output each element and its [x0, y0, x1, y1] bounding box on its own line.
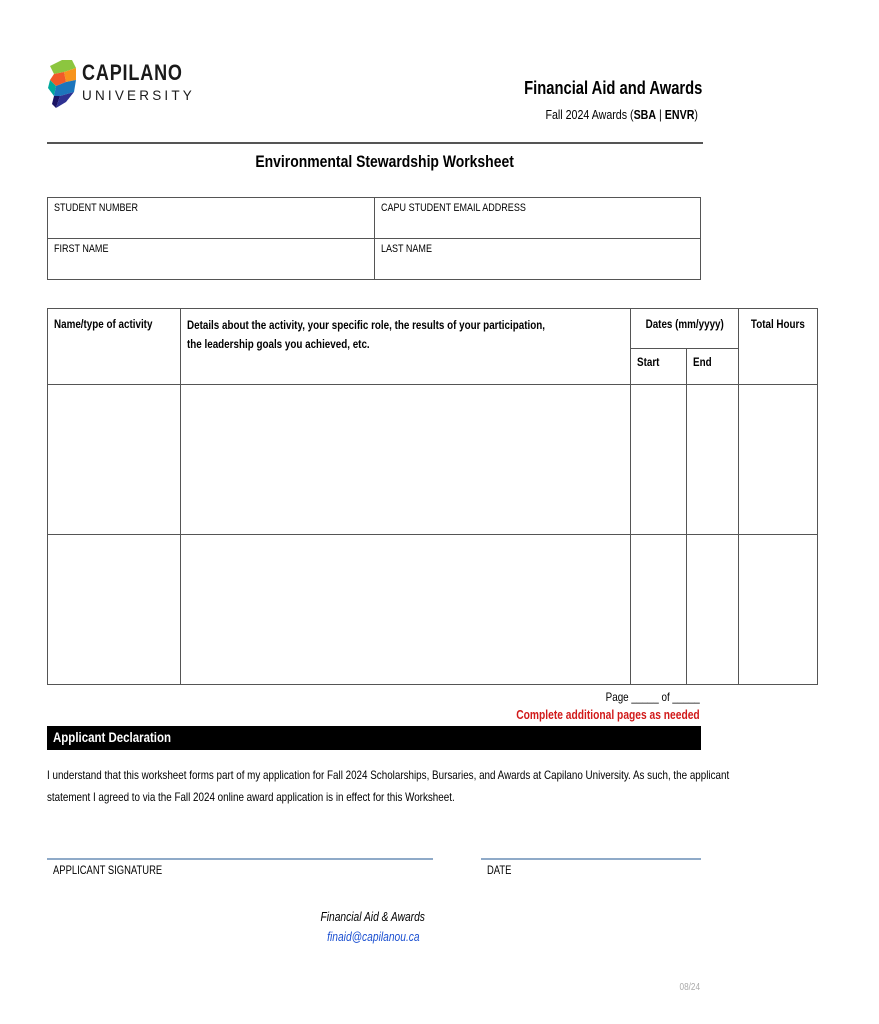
header-divider: [47, 142, 703, 144]
additional-pages-note: Complete additional pages as needed: [516, 708, 700, 722]
col-header-total-hours: Total Hours: [738, 309, 817, 385]
start-date-cell[interactable]: [630, 385, 686, 535]
page-indicator: Page _____ of _____: [605, 690, 700, 704]
applicant-signature-line[interactable]: [47, 858, 433, 860]
col-header-end: End: [686, 349, 738, 385]
end-date-cell[interactable]: [686, 535, 738, 685]
table-row: [48, 385, 818, 535]
logo-name: CAPILANO: [82, 60, 183, 85]
award-code-envr: ENVR: [664, 107, 695, 122]
department-title: Financial Aid and Awards: [523, 78, 702, 98]
activity-table: [47, 308, 818, 685]
date-line[interactable]: [481, 858, 701, 860]
capilano-logo-mark: [46, 58, 78, 110]
footer-office: Financial Aid & Awards: [320, 910, 426, 924]
total-hours-cell[interactable]: [738, 385, 817, 535]
footer-email-link[interactable]: finaid@capilanou.ca: [326, 930, 420, 944]
activity-details-cell[interactable]: [181, 535, 631, 685]
student-number-field[interactable]: STUDENT NUMBER: [48, 198, 375, 239]
applicant-signature-label: APPLICANT SIGNATURE: [53, 865, 163, 877]
total-hours-cell[interactable]: [738, 535, 817, 685]
awards-subtitle: Fall 2024 Awards (SBA | ENVR): [545, 107, 698, 122]
col-header-start: Start: [630, 349, 686, 385]
award-code-sba: SBA: [633, 107, 657, 122]
revision-date: 08/24: [679, 982, 700, 993]
logo-sub: UNIVERSITY: [82, 88, 196, 103]
activity-name-cell[interactable]: [48, 535, 181, 685]
page-title: Environmental Stewardship Worksheet: [255, 152, 515, 171]
declaration-text: I understand that this worksheet forms part of my application for Fall 2024 Scholarships, Bursaries, and Awards at Capilano University. As such, the applicant statement I agreed to via the Fall 2024 online award application is in effect for this Worksheet.: [47, 768, 730, 804]
date-label: DATE: [487, 865, 512, 877]
col-header-activity: Name/type of activity: [48, 309, 181, 385]
end-date-cell[interactable]: [686, 385, 738, 535]
student-info-table: [47, 197, 701, 280]
first-name-field[interactable]: FIRST NAME: [48, 239, 375, 280]
declaration-title: Applicant Declaration: [53, 729, 172, 745]
capu-email-field[interactable]: CAPU STUDENT EMAIL ADDRESS: [374, 198, 701, 239]
col-header-details: Details about the activity, your specific role, the results of your participation, the leadership goals you achieved, etc.: [181, 309, 631, 385]
activity-details-cell[interactable]: [181, 385, 631, 535]
col-header-dates: Dates (mm/yyyy): [630, 309, 738, 349]
last-name-field[interactable]: LAST NAME: [374, 239, 701, 280]
start-date-cell[interactable]: [630, 535, 686, 685]
table-row: [48, 535, 818, 685]
activity-name-cell[interactable]: [48, 385, 181, 535]
